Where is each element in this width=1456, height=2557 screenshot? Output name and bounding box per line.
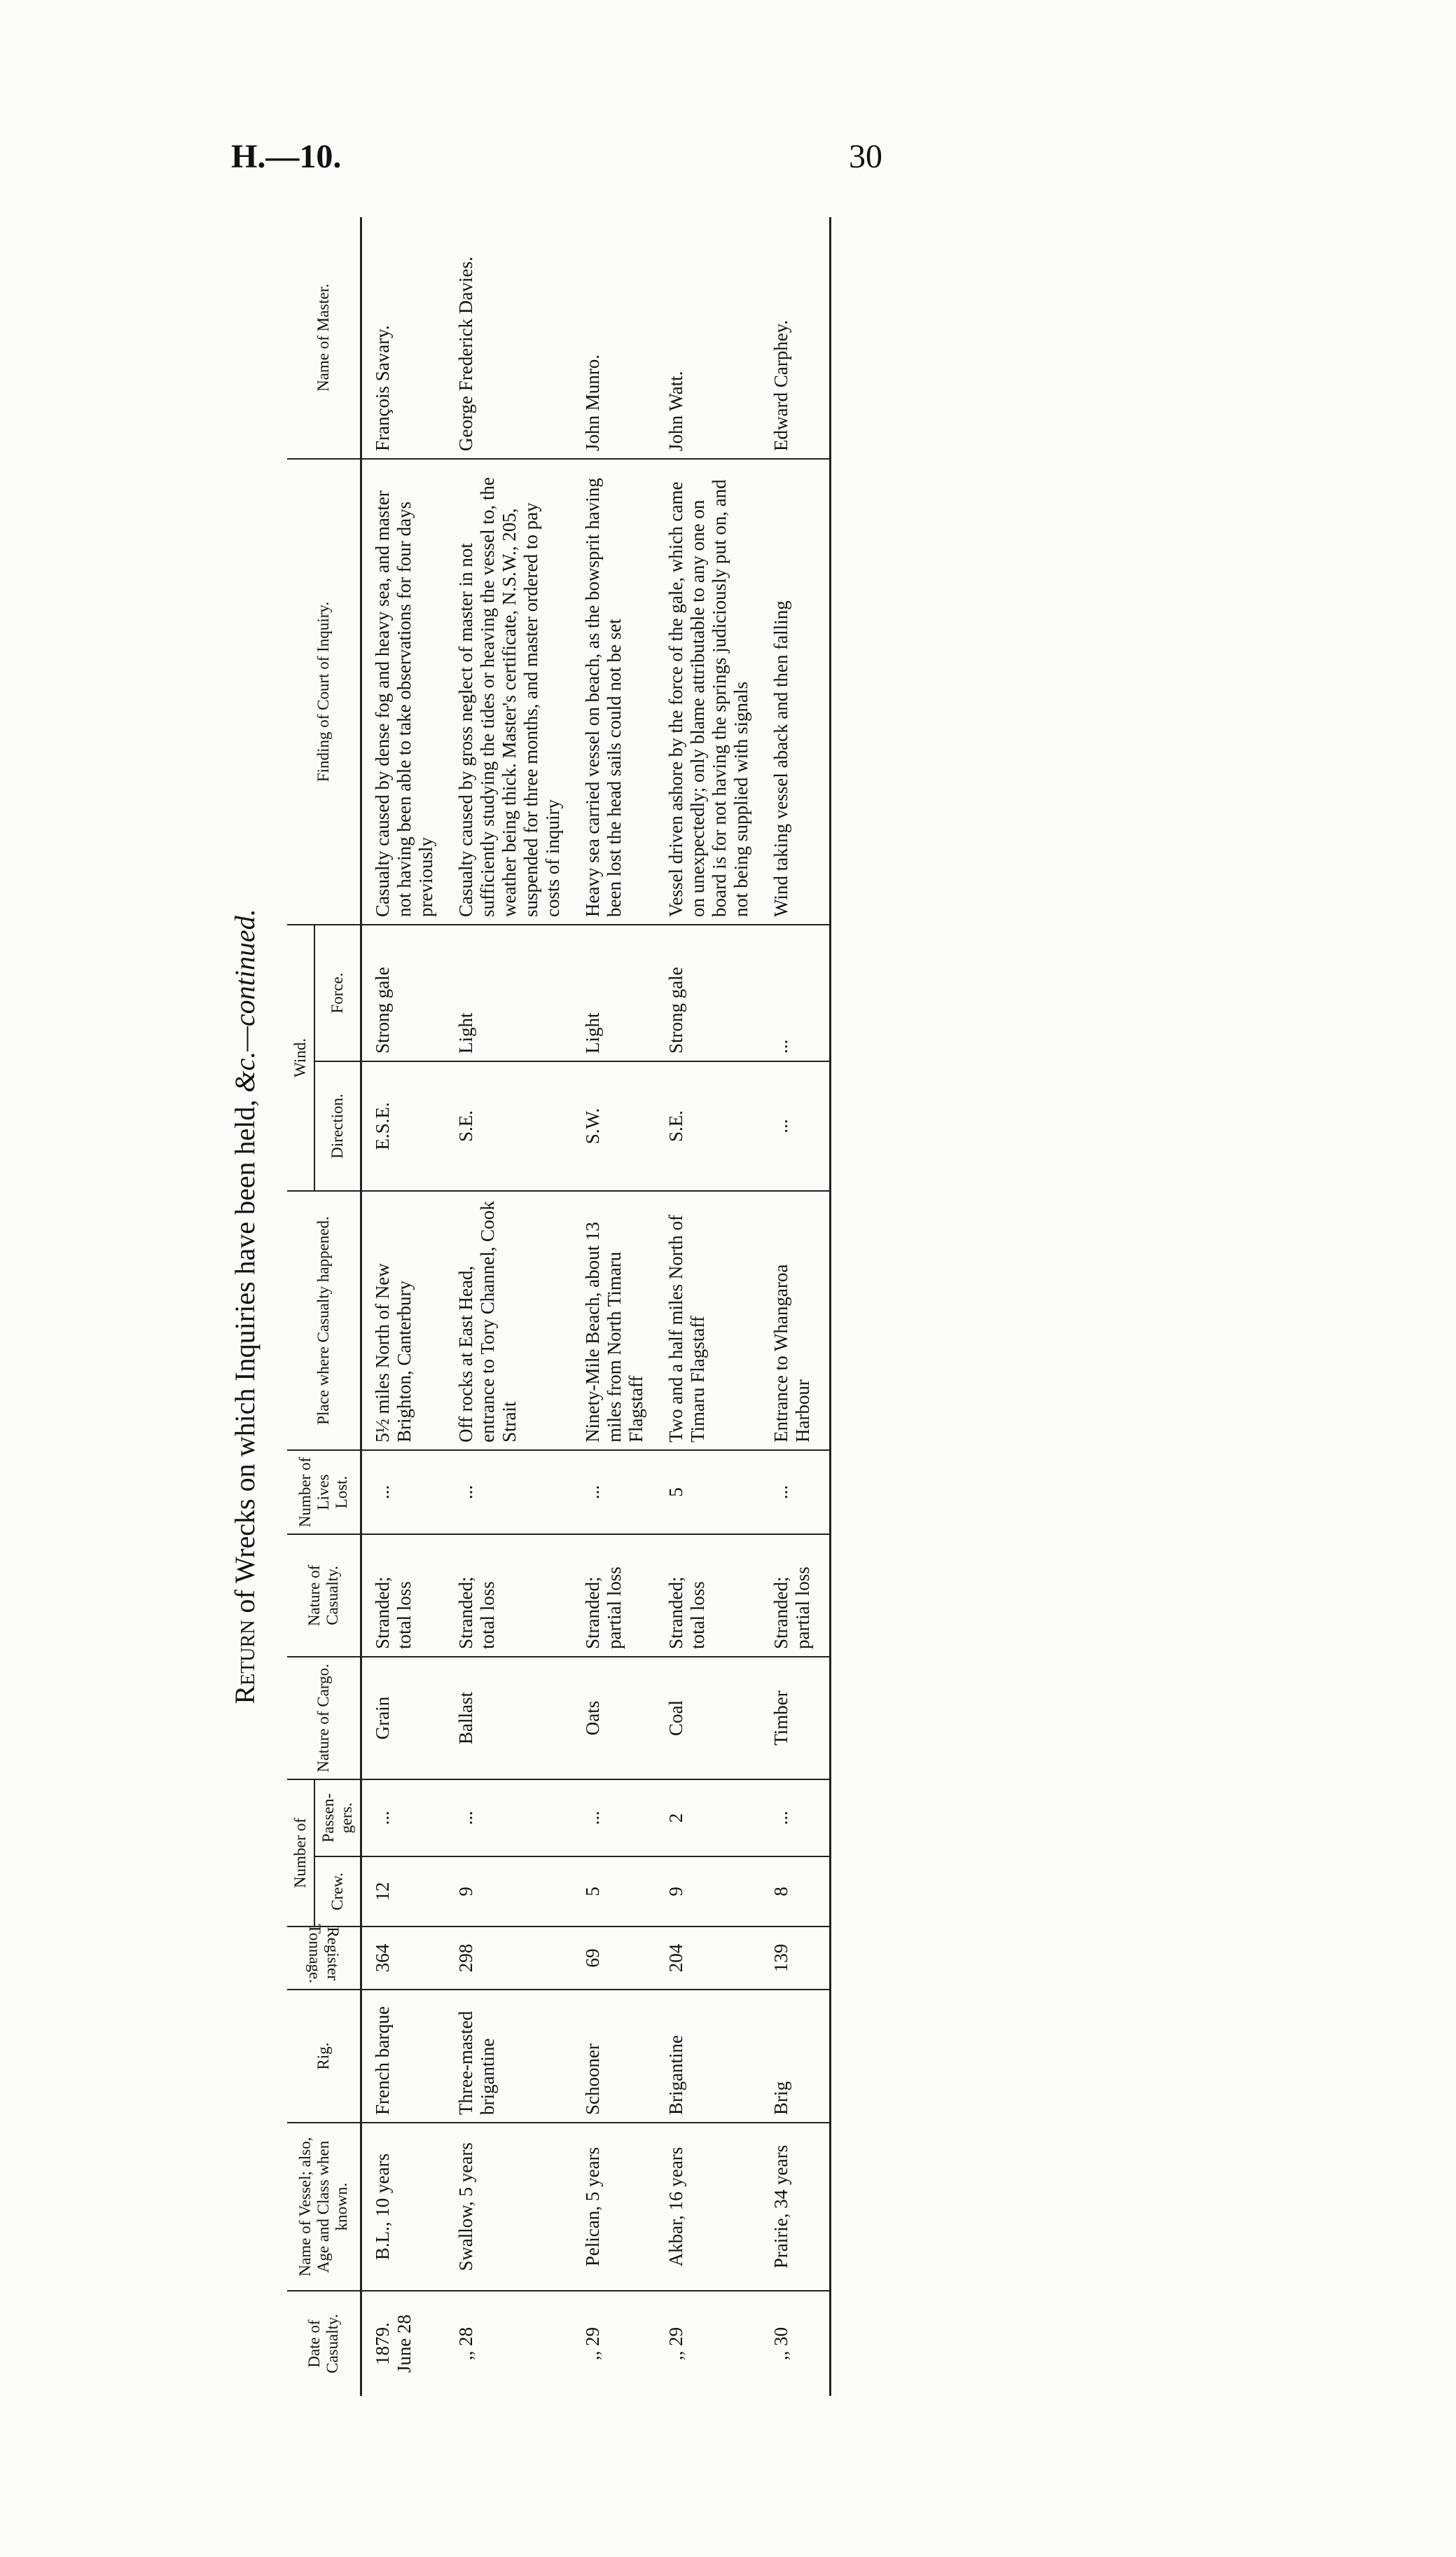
cell-place: 5½ miles North of New Brighton, Canterbury xyxy=(361,1191,453,1450)
cell-finding: Casualty caused by dense fog and heavy sea, and master not having been able to take observations for four days previously xyxy=(361,459,453,925)
cell-direction: S.E. xyxy=(452,1061,579,1191)
cell-finding: Heavy sea carried vessel on beach, as the bowsprit having been lost the head sails could not be set xyxy=(579,459,663,925)
cell-vessel: Swallow, 5 years xyxy=(452,2123,579,2291)
col-date: Date of Casualty. xyxy=(287,2291,361,2396)
cell-rig: Brig xyxy=(768,1990,831,2123)
col-cargo: Nature of Cargo. xyxy=(287,1657,361,1779)
cell-tonnage: 298 xyxy=(452,1927,579,1990)
cell-lives: 5 xyxy=(663,1450,768,1534)
cell-rig: Brigantine xyxy=(663,1990,768,2123)
cell-finding: Casualty caused by gross neglect of master in not sufficiently studying the tides or heaving the vessel to, the weather being thick. Master's certificate, N.S.W., 205, suspended for three months, and master ordered to pay costs of inquiry xyxy=(452,459,579,925)
col-force: Force. xyxy=(314,925,361,1061)
cell-cargo: Coal xyxy=(663,1657,768,1779)
cell-master: John Watt. xyxy=(663,217,768,459)
col-rig: Rig. xyxy=(287,1990,361,2123)
col-tonnage-label: Register Tonnage. xyxy=(306,1924,342,1984)
cell-passengers: ... xyxy=(361,1779,453,1856)
cell-vessel: Prairie, 34 years xyxy=(768,2123,831,2291)
cell-direction: S.E. xyxy=(663,1061,768,1191)
cell-cargo: Ballast xyxy=(452,1657,579,1779)
col-passengers: Passen-gers. xyxy=(314,1779,361,1856)
cell-force: Strong gale xyxy=(663,925,768,1061)
col-wind: Wind. xyxy=(287,925,314,1191)
cell-force: Light xyxy=(579,925,663,1061)
cell-vessel: Akbar, 16 years xyxy=(663,2123,768,2291)
cell-tonnage: 69 xyxy=(579,1927,663,1990)
cell-direction: S.W. xyxy=(579,1061,663,1191)
cell-lives: ... xyxy=(768,1450,831,1534)
table-row xyxy=(768,217,831,2396)
cell-year: 1879. xyxy=(372,2322,393,2365)
table-row xyxy=(663,217,768,2396)
cell-nature: Stranded; total loss xyxy=(663,1534,768,1657)
cell-passengers: ... xyxy=(579,1779,663,1856)
cell-cargo: Grain xyxy=(361,1657,453,1779)
cell-master: François Savary. xyxy=(361,217,453,459)
table-row xyxy=(452,217,579,2396)
cell-nature: Stranded; partial loss xyxy=(579,1534,663,1657)
cell-passengers: 2 xyxy=(663,1779,768,1856)
cell-master: Edward Carphey. xyxy=(768,217,831,459)
col-crew: Crew. xyxy=(314,1856,361,1927)
cell-lives: ... xyxy=(452,1450,579,1534)
table-row xyxy=(579,217,663,2396)
table-row xyxy=(361,217,453,2396)
col-place: Place where Casualty happened. xyxy=(287,1191,361,1450)
title-continued: &c.—continued. xyxy=(229,909,261,1093)
cell-date: ,, 29 xyxy=(663,2291,768,2396)
cell-direction: ... xyxy=(768,1061,831,1191)
cell-master: George Frederick Davies. xyxy=(452,217,579,459)
cell-rig: French barque xyxy=(361,1990,453,2123)
cell-place: Two and a half miles North of Timaru Flagstaff xyxy=(663,1191,768,1450)
cell-vessel: Pelican, 5 years xyxy=(579,2123,663,2291)
cell-crew: 12 xyxy=(361,1856,453,1927)
cell-place: Off rocks at East Head, entrance to Tory Channel, Cook Strait xyxy=(452,1191,579,1450)
wreck-return-table-section xyxy=(224,217,994,2396)
cell-lives: ... xyxy=(579,1450,663,1534)
cell-vessel: B.L., 10 years xyxy=(361,2123,453,2291)
cell-date: ,, 28 xyxy=(452,2291,579,2396)
col-master: Name of Master. xyxy=(287,217,361,459)
cell-passengers: ... xyxy=(768,1779,831,1856)
cell-crew: 9 xyxy=(663,1856,768,1927)
cell-rig: Schooner xyxy=(579,1990,663,2123)
cell-crew: 9 xyxy=(452,1856,579,1927)
cell-tonnage: 204 xyxy=(663,1927,768,1990)
cell-lives: ... xyxy=(361,1450,453,1534)
col-tonnage xyxy=(287,1924,361,1990)
title-lead: Return xyxy=(229,1620,261,1704)
cell-place: Ninety-Mile Beach, about 13 miles from North Timaru Flagstaff xyxy=(579,1191,663,1450)
header-row-top xyxy=(287,217,314,2396)
cell-date: ,, 29 xyxy=(579,2291,663,2396)
cell-crew: 8 xyxy=(768,1856,831,1927)
col-nature: Nature of Casualty. xyxy=(287,1534,361,1657)
cell-passengers: ... xyxy=(452,1779,579,1856)
cell-rig: Three-masted brigantine xyxy=(452,1990,579,2123)
report-reference: H.—10. xyxy=(231,138,342,175)
cell-finding: Wind taking vessel aback and then falling xyxy=(768,459,831,925)
cell-direction: E.S.E. xyxy=(361,1061,453,1191)
cell-nature: Stranded; partial loss xyxy=(768,1534,831,1657)
cell-place: Entrance to Whangaroa Harbour xyxy=(768,1191,831,1450)
cell-force: ... xyxy=(768,925,831,1061)
col-direction: Direction. xyxy=(314,1061,361,1191)
cell-cargo: Oats xyxy=(579,1657,663,1779)
cell-finding: Vessel driven ashore by the force of the gale, which came on unexpectedly; only blame attributable to any one on board is for not having the springs judiciously put on, and not being supplied with signals xyxy=(663,459,768,925)
col-number-of: Number of xyxy=(287,1779,314,1927)
cell-cargo: Timber xyxy=(768,1657,831,1779)
cell-crew: 5 xyxy=(579,1856,663,1927)
table-title xyxy=(224,217,266,2396)
cell-force: Strong gale xyxy=(361,925,453,1061)
page-number: 30 xyxy=(849,138,882,175)
col-lives: Number of Lives Lost. xyxy=(287,1450,361,1534)
wrecks-table xyxy=(287,217,831,2396)
cell-force: Light xyxy=(452,925,579,1061)
cell-nature: Stranded; total loss xyxy=(452,1534,579,1657)
cell-nature: Stranded; total loss xyxy=(361,1534,453,1657)
cell-date xyxy=(361,2291,453,2396)
cell-tonnage: 139 xyxy=(768,1927,831,1990)
cell-date: ,, 30 xyxy=(768,2291,831,2396)
title-main: of Wrecks on which Inquiries have been held, xyxy=(229,1092,261,1620)
col-vessel: Name of Vessel; also, Age and Class when known. xyxy=(287,2123,361,2291)
cell-date-value: June 28 xyxy=(394,2314,415,2373)
col-finding: Finding of Court of Inquiry. xyxy=(287,459,361,925)
cell-master: John Munro. xyxy=(579,217,663,459)
cell-tonnage: 364 xyxy=(361,1927,453,1990)
